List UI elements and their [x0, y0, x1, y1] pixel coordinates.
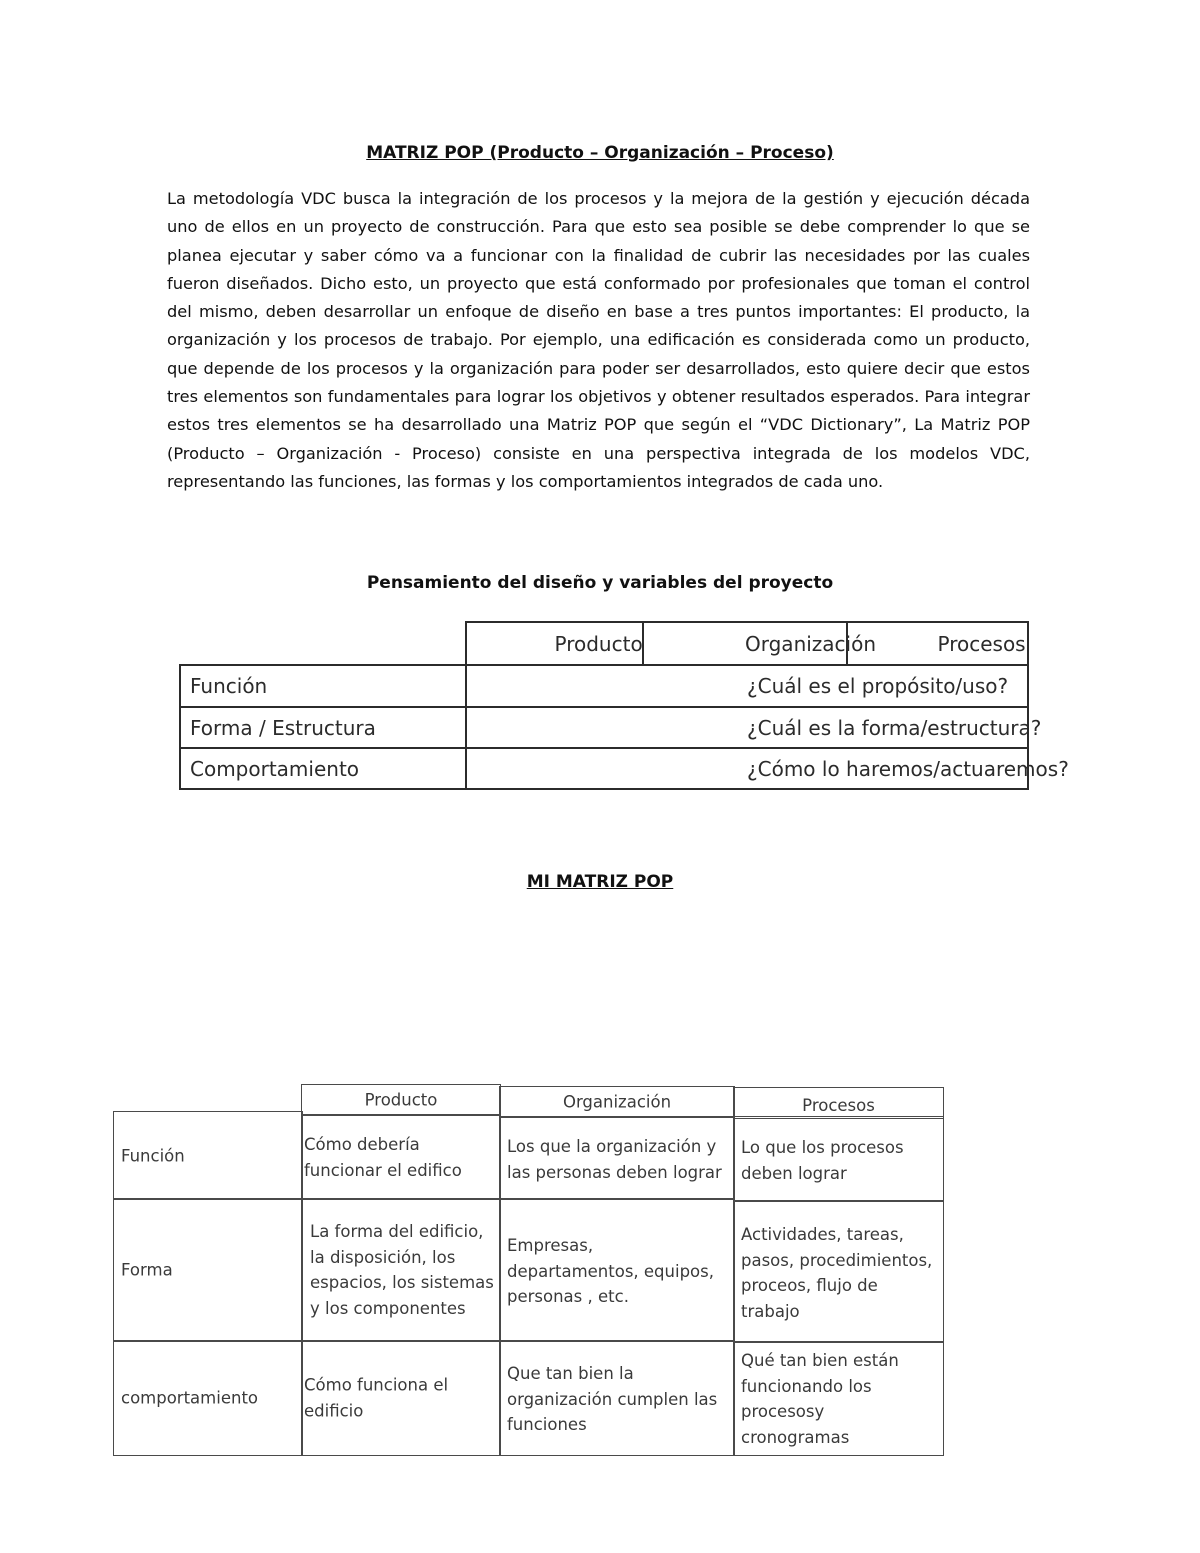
table1-row-value: ¿Cuál es la forma/estructura?	[465, 706, 1029, 749]
design-subtitle: Pensamiento del diseño y variables del proyecto	[366, 573, 834, 593]
table2-row-label: comportamiento	[113, 1340, 303, 1456]
table2-cell: Cómo debería funcionar el edifico	[301, 1114, 501, 1200]
section-title: MI MATRIZ POP	[526, 872, 674, 892]
table2-cell: Qué tan bien están funcionando los procesosy cronogramas	[733, 1341, 944, 1456]
table2-row-label: Función	[113, 1111, 303, 1200]
table2-cell: Actividades, tareas, pasos, procedimientos, proceos, flujo de trabajo	[733, 1200, 944, 1343]
table2-header-procesos: Procesos	[733, 1087, 944, 1119]
table1-header-organizacion: Organización	[642, 621, 848, 666]
intro-paragraph: La metodología VDC busca la integración de los procesos y la mejora de la gestión y ejecución década uno de ellos en un proyecto de construcción. Para que esto sea posible se debe comprender lo que se planea ejecutar y saber cómo va a funcionar con la finalidad de cubrir las necesidades por las cuales fueron diseñados. Dicho esto, un proyecto que está conformado por profesionales que toman el control del mismo, deben desarrollar un enfoque de diseño en base a tres puntos importantes: El producto, la organización y los procesos de trabajo. Por ejemplo, una edificación es considerada como un producto, que depende de los procesos y la organización para poder ser desarrollados, esto quiere decir que estos tres elementos son fundamentales para lograr los objetivos y obtener resultados esperados. Para integrar estos tres elementos se ha desarrollado una Matriz POP que según el “VDC Dictionary”, La Matriz POP (Producto – Organización - Proceso) consiste en una perspectiva integrada de los modelos VDC, representando las funciones, las formas y los comportamientos integrados de cada uno.	[167, 189, 1030, 491]
table2-cell: Lo que los procesos deben lograr	[733, 1116, 944, 1202]
table1-row-label: Comportamiento	[179, 747, 467, 790]
table1-header-producto: Producto	[465, 621, 644, 666]
table1-header-procesos: Procesos	[846, 621, 1029, 666]
page-title: MATRIZ POP (Producto – Organización – Proceso)	[366, 143, 834, 163]
table2-cell: La forma del edificio, la disposición, los espacios, los sistemas y los componentes	[301, 1198, 501, 1342]
table2-row-label: Forma	[113, 1198, 303, 1342]
table1-row-label: Función	[179, 664, 467, 708]
table2-cell: Cómo funciona el edificio	[301, 1340, 501, 1456]
table1-row-value: ¿Cuál es el propósito/uso?	[465, 664, 1029, 708]
table1-row-label: Forma / Estructura	[179, 706, 467, 749]
table2-cell: Que tan bien la organización cumplen las funciones	[499, 1340, 735, 1456]
table2-cell: Los que la organización y las personas deben lograr	[499, 1116, 735, 1200]
table2-header-producto: Producto	[301, 1084, 501, 1116]
table2-cell: Empresas, departamentos, equipos, personas , etc.	[499, 1198, 735, 1342]
table1-row-value: ¿Cómo lo haremos/actuaremos?	[465, 747, 1029, 790]
table2-header-organizacion: Organización	[499, 1086, 735, 1118]
